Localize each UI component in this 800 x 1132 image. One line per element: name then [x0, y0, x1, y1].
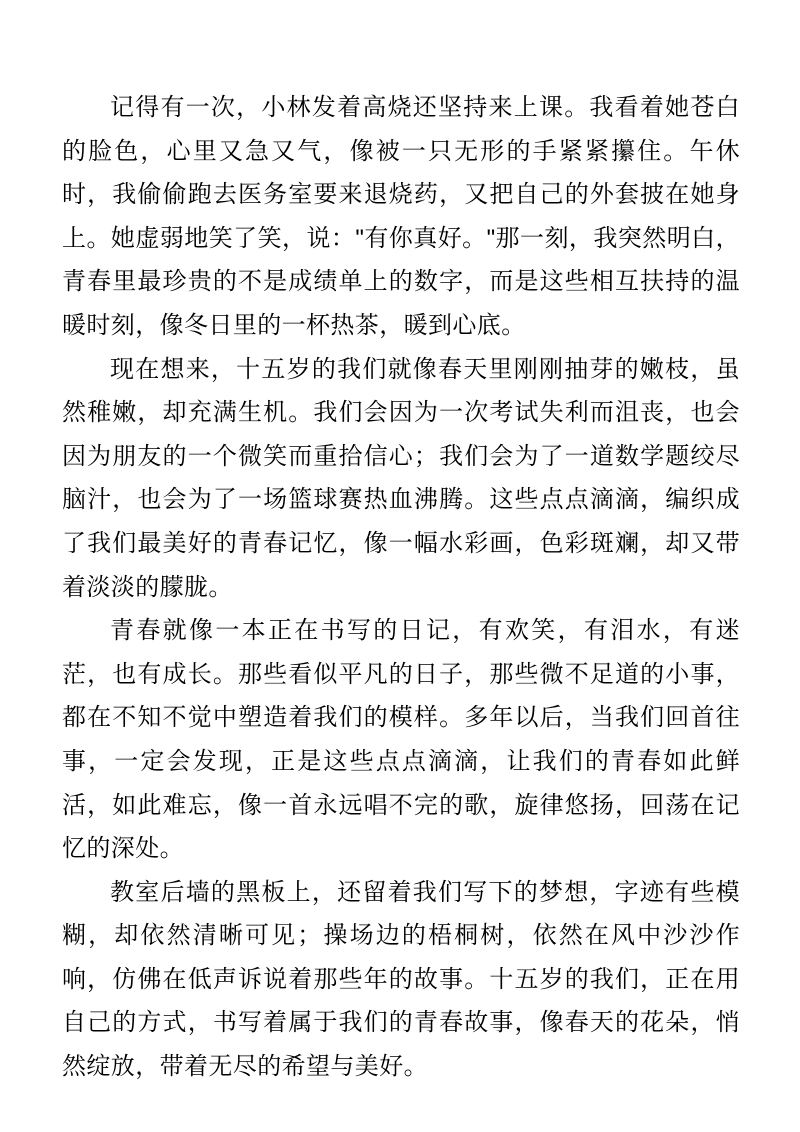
essay-paragraph-1: 记得有一次，小林发着高烧还坚持来上课。我看着她苍白的脸色，心里又急又气，像被一只无形的手紧紧攥住。午休时，我偷偷跑去医务室要来退烧药，又把自己的外套披在她身上。她虚弱地笑了笑，说："有你真好。"那一刻，我突然明白，青春里最珍贵的不是成绩单上的数字，而是这些相互扶持的温暖时刻，像冬日里的一杯热茶，暖到心底。 [62, 94, 740, 339]
essay-paragraph-2: 现在想来，十五岁的我们就像春天里刚刚抽芽的嫩枝，虽然稚嫩，却充满生机。我们会因为一次考试失利而沮丧，也会因为朋友的一个微笑而重拾信心；我们会为了一道数学题绞尽脑汁，也会为了一场篮球赛热血沸腾。这些点点滴滴，编织成了我们最美好的青春记忆，像一幅水彩画，色彩斑斓，却又带着淡淡的朦胧。 [62, 355, 740, 601]
essay-paragraph-4: 教室后墙的黑板上，还留着我们写下的梦想，字迹有些模糊，却依然清晰可见；操场边的梧桐树，依然在风中沙沙作响，仿佛在低声诉说着那些年的故事。十五岁的我们，正在用自己的方式，书写着属于我们的青春故事，像春天的花朵，悄然绽放，带着无尽的希望与美好。 [62, 878, 740, 1081]
essay-paragraph-3: 青春就像一本正在书写的日记，有欢笑，有泪水，有迷茫，也有成长。那些看似平凡的日子，那些微不足道的小事，都在不知不觉中塑造着我们的模样。多年以后，当我们回首往事，一定会发现，正是这些点点滴滴，让我们的青春如此鲜活，如此难忘，像一首永远唱不完的歌，旋律悠扬，回荡在记忆的深处。 [62, 617, 740, 863]
